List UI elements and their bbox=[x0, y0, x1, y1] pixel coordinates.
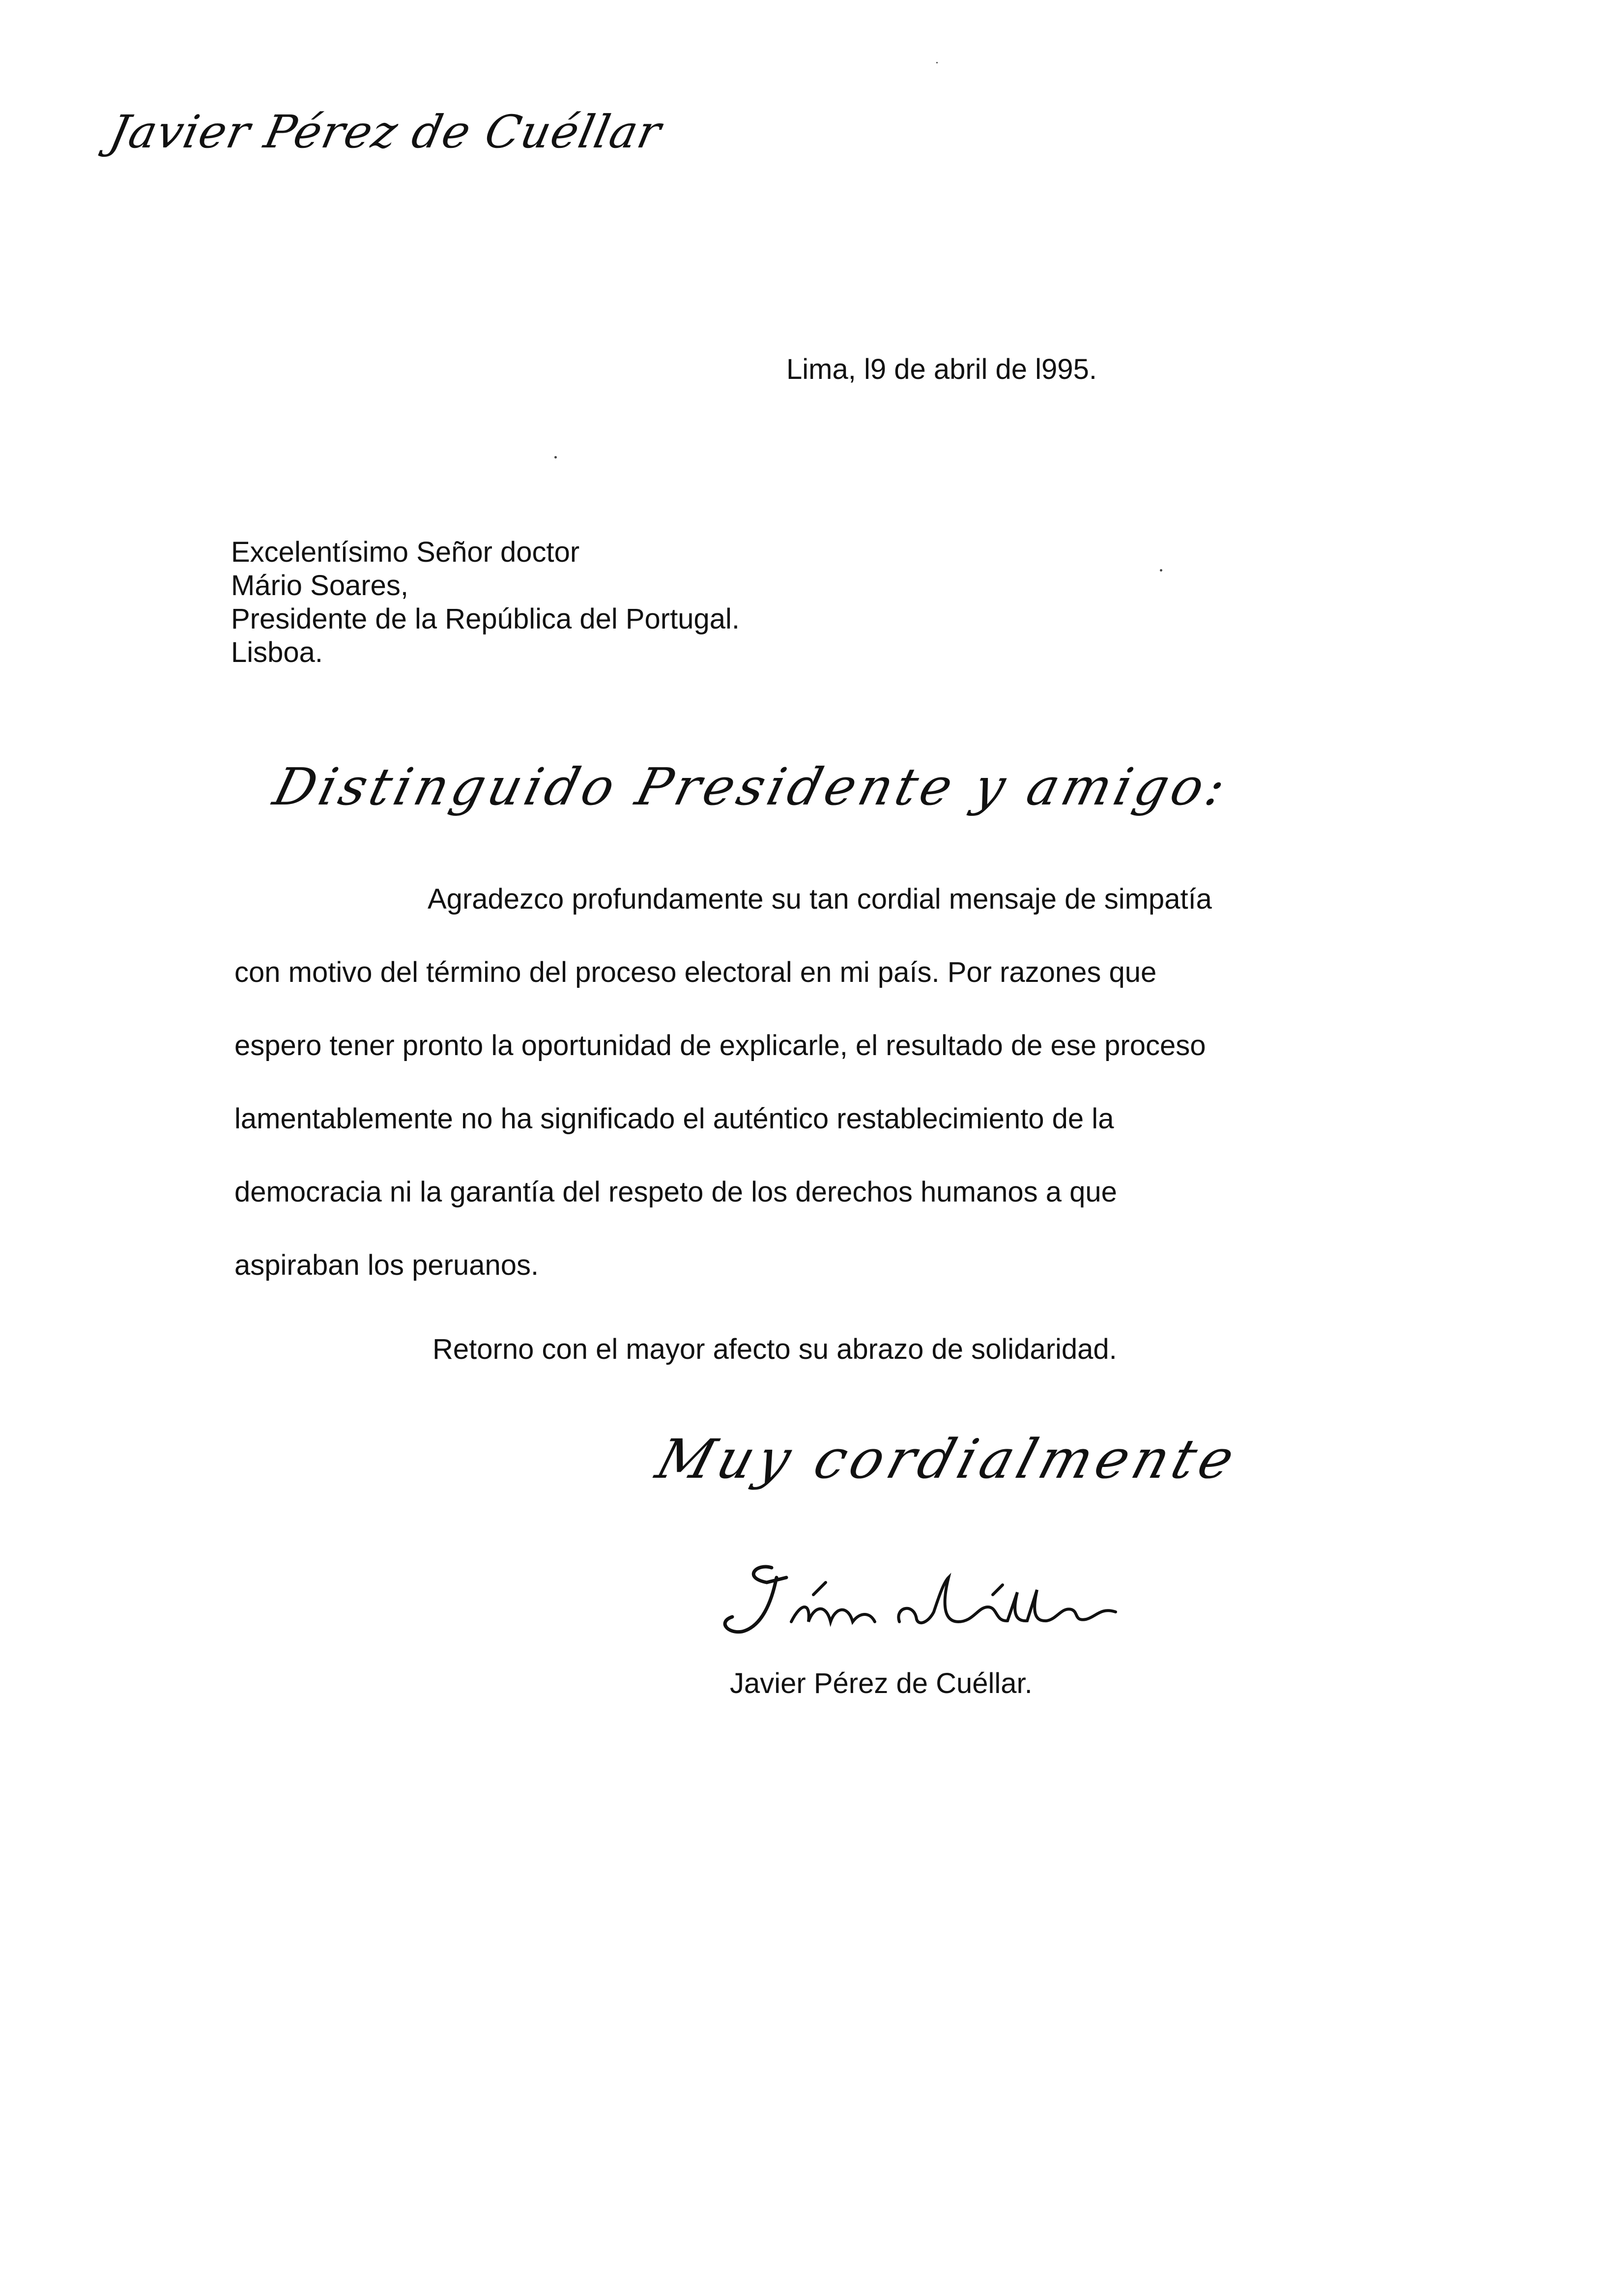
addressee-line: Mário Soares, bbox=[231, 570, 409, 602]
body-line: con motivo del término del proceso electoral en mi país. Por razones que bbox=[234, 956, 1157, 988]
body-line: aspiraban los peruanos. bbox=[234, 1249, 539, 1281]
letterhead-name: Javier Pérez de Cuéllar bbox=[105, 106, 666, 158]
scan-speck bbox=[554, 456, 557, 459]
body-line: lamentablemente no ha significado el auténtico restablecimiento de la bbox=[234, 1103, 1114, 1135]
body-line: Agradezco profundamente su tan cordial mensaje de simpatía bbox=[428, 883, 1212, 915]
body-paragraph-2: Retorno con el mayor afecto su abrazo de solidaridad. bbox=[432, 1333, 1117, 1365]
handwritten-signature bbox=[713, 1548, 1180, 1656]
handwritten-salutation: Distinguido Presidente y amigo: bbox=[267, 757, 1236, 817]
handwritten-closing: Muy cordialmente bbox=[649, 1428, 1246, 1491]
printed-signer-name: Javier Pérez de Cuéllar. bbox=[730, 1667, 1033, 1699]
addressee-line: Lisboa. bbox=[231, 636, 323, 668]
body-line: espero tener pronto la oportunidad de explicarle, el resultado de ese proceso bbox=[234, 1030, 1206, 1062]
addressee-line: Presidente de la República del Portugal. bbox=[231, 603, 740, 635]
body-paragraph bbox=[234, 862, 1365, 1302]
body-line: democracia ni la garantía del respeto de los derechos humanos a que bbox=[234, 1176, 1117, 1208]
addressee-line: Excelentísimo Señor doctor bbox=[231, 536, 580, 568]
scan-speck bbox=[1160, 569, 1162, 572]
date-line: Lima, l9 de abril de l995. bbox=[786, 353, 1097, 385]
letter-body bbox=[234, 862, 1365, 1302]
addressee-block bbox=[231, 536, 740, 669]
scan-speck bbox=[936, 62, 938, 63]
